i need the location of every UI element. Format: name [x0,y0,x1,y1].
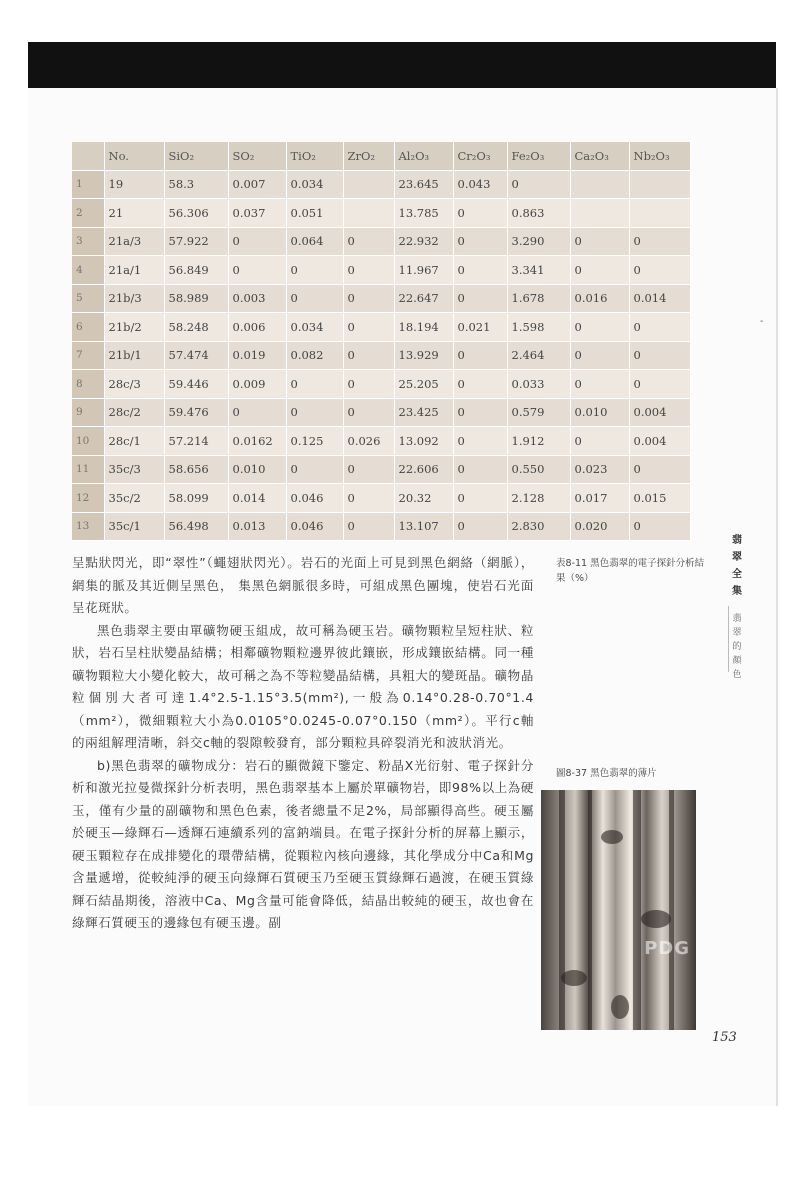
sidebar-chapter-title: 翡翠的顏色 [732,614,742,680]
table-cell: 0 [343,256,394,285]
table-row [72,199,690,228]
table-cell: 58.656 [164,455,228,484]
table-cell: 57.922 [164,227,228,256]
table-cell: 0 [343,313,394,342]
table-cell: 21a/1 [104,256,164,285]
table-cell: 0 [453,484,507,513]
table-cell: 28c/2 [104,398,164,427]
table-cell: 13.092 [394,427,453,456]
sidebar-book-title: 翡翠全集 [732,535,742,597]
table-cell: 0.082 [286,341,343,370]
figure-caption: 圖8-37 黑色翡翠的薄片 [556,768,657,779]
table-cell: 22.606 [394,455,453,484]
table-cell: 0.034 [286,313,343,342]
table-row [72,170,690,199]
row-index-cell: 10 [72,427,104,456]
table-cell: 58.989 [164,284,228,313]
table-cell [343,170,394,199]
table-cell: 0 [343,484,394,513]
table-cell: 0.015 [629,484,690,513]
table-cell: 0.0162 [228,427,286,456]
table-cell: 0.037 [228,199,286,228]
paragraph-1: 呈點狀閃光，即“翠性”（蠅翅狀閃光）。岩石的光面上可見到黑色網絡（網脈），網集的脈及其近側呈黑色， 集黑色網脈很多時，可組成黑色團塊，使岩石光面呈花斑狀。 [72,555,534,615]
table-cell: 2.830 [507,512,570,541]
table-cell: 0 [343,455,394,484]
table-cell [629,199,690,228]
table-cell: 0 [629,341,690,370]
row-index-cell: 12 [72,484,104,513]
table-cell: 13.785 [394,199,453,228]
table-cell: 0 [629,227,690,256]
scan-top-edge [28,42,776,88]
table-cell: 28c/3 [104,370,164,399]
row-index-cell: 13 [72,512,104,541]
table-cell: 0.021 [453,313,507,342]
table-cell: 1.912 [507,427,570,456]
table-cell: 0 [507,170,570,199]
table-cell: 0 [453,427,507,456]
table-cell: 0 [286,284,343,313]
table-row [72,398,690,427]
table-cell: 0 [453,227,507,256]
table-cell: 56.498 [164,512,228,541]
table-cell: 0 [570,427,629,456]
table-row [72,427,690,456]
table-cell: 0.016 [570,284,629,313]
table-cell: 0.013 [228,512,286,541]
table-cell: 57.474 [164,341,228,370]
table-cell: 0 [286,455,343,484]
table-cell: 0 [343,284,394,313]
header-cell: ZrO₂ [343,142,394,170]
header-cell: SO₂ [228,142,286,170]
table-cell: 23.645 [394,170,453,199]
table-cell: 21b/1 [104,341,164,370]
page-number: 153 [712,1030,737,1045]
table-cell: 0.863 [507,199,570,228]
table-cell: 20.32 [394,484,453,513]
table-cell: 0.023 [570,455,629,484]
table-cell: 0.007 [228,170,286,199]
table-cell: 22.647 [394,284,453,313]
row-index-cell: 7 [72,341,104,370]
table-cell: 0 [629,512,690,541]
table-cell: 2.464 [507,341,570,370]
watermark: PDG [644,938,690,959]
table-cell: 0.003 [228,284,286,313]
table-cell: 0 [343,398,394,427]
table-cell: 0.004 [629,398,690,427]
table-row [72,256,690,285]
table-cell: 59.476 [164,398,228,427]
table-caption: 表8-11 黑色翡翠的電子探針分析結果（%） [556,558,705,584]
table-cell: 2.128 [507,484,570,513]
table-cell: 0.579 [507,398,570,427]
table-cell: 0.043 [453,170,507,199]
header-cell-index [72,142,104,170]
table-cell: 18.194 [394,313,453,342]
table-cell: 0.017 [570,484,629,513]
table-row [72,484,690,513]
table-cell: 1.678 [507,284,570,313]
row-index-cell: 4 [72,256,104,285]
table-cell: 0.125 [286,427,343,456]
table-cell: 13.107 [394,512,453,541]
paragraph-2: 黑色翡翠主要由單礦物硬玉組成，故可稱為硬玉岩。礦物顆粒呈短柱狀、粒狀，岩石呈柱狀變晶結構；相鄰礦物顆粒邊界彼此鑲嵌，形成鑲嵌結構。同一種礦物顆粒大小變化較大，故可稱之為不等粒變晶結構，具粗大的變斑晶。礦物晶粒個別大者可達1.4°2.5-1.15°3.5(mm²),一般為0.14°0.28-0.70°1.4（mm²），微細顆粒大小為0.0105°0.0245-0.07°0.150（mm²）。平行c軸的兩組解理清晰，斜交c軸的裂隙較發育，部分顆粒具碎裂消光和波狀消光。 [72,622,534,750]
table-cell: 0.014 [228,484,286,513]
table-row [72,341,690,370]
analysis-table [72,142,691,541]
table-cell: 0 [228,227,286,256]
table-cell: 0.046 [286,512,343,541]
row-index-cell: 5 [72,284,104,313]
table-cell: 0 [343,341,394,370]
header-cell: Al₂O₃ [394,142,453,170]
table-cell: 0 [286,370,343,399]
table-cell: 0 [228,256,286,285]
table-cell: 0 [343,512,394,541]
table-cell: 35c/2 [104,484,164,513]
table-cell: 0 [453,256,507,285]
header-cell: Nb₂O₃ [629,142,690,170]
table-cell: 0.550 [507,455,570,484]
table-cell: 0.009 [228,370,286,399]
margin-mark: - [760,316,764,327]
row-index-cell: 8 [72,370,104,399]
table-cell: 0.019 [228,341,286,370]
table-cell: 0.051 [286,199,343,228]
header-cell: SiO₂ [164,142,228,170]
table-cell: 0 [570,341,629,370]
table-cell: 35c/1 [104,512,164,541]
table-cell: 0 [570,370,629,399]
table-cell: 0.020 [570,512,629,541]
table-cell [570,170,629,199]
table-cell: 0.026 [343,427,394,456]
header-cell: Cr₂O₃ [453,142,507,170]
header-cell: Ca₂O₃ [570,142,629,170]
table-cell: 0.034 [286,170,343,199]
table-cell: 0 [570,256,629,285]
table-cell: 0.004 [629,427,690,456]
table-cell: 0.010 [228,455,286,484]
table-cell: 0 [453,370,507,399]
table-cell: 21b/2 [104,313,164,342]
thin-section-photo [541,790,696,1030]
table-cell: 56.306 [164,199,228,228]
table-cell: 0 [453,199,507,228]
table-cell: 0 [629,256,690,285]
table-cell: 0.064 [286,227,343,256]
table-cell: 1.598 [507,313,570,342]
header-cell: No. [104,142,164,170]
row-index-cell: 9 [72,398,104,427]
table-cell: 0.010 [570,398,629,427]
table-cell: 0 [629,455,690,484]
row-index-cell: 3 [72,227,104,256]
table-cell: 58.248 [164,313,228,342]
table-cell: 28c/1 [104,427,164,456]
body-text [72,552,534,935]
table-cell: 21 [104,199,164,228]
table-cell: 58.099 [164,484,228,513]
table-cell: 3.290 [507,227,570,256]
table-cell: 23.425 [394,398,453,427]
table-cell: 0 [453,455,507,484]
table-cell: 0 [629,313,690,342]
header-cell: TiO₂ [286,142,343,170]
table-cell: 21a/3 [104,227,164,256]
table-cell: 11.967 [394,256,453,285]
table-row [72,227,690,256]
table-cell: 0 [228,398,286,427]
paragraph-3: b)黑色翡翠的礦物成分：岩石的顯微鏡下鑒定、粉晶X光衍射、電子探針分析和激光拉曼微探針分析表明，黑色翡翠基本上屬於單礦物岩，即98%以上為硬玉，僅有少量的副礦物和黑色色素，後者總量不足2%，局部顯得高些。硬玉屬於硬玉—綠輝石—透輝石連續系列的富鈉端員。在電子探針分析的屏幕上顯示，硬玉顆粒存在成排變化的環帶結構，從顆粒內核向邊緣，其化學成分中Ca和Mg含量遞增，從較純淨的硬玉向綠輝石質硬玉乃至硬玉質綠輝石過渡，在硬玉質綠輝石結晶期後，溶液中Ca、Mg含量可能會降低，結晶出較純的硬玉，故也會在綠輝石質硬玉的邊緣包有硬玉邊。副 [72,757,534,930]
table-row [72,512,690,541]
sidebar-divider [728,606,729,672]
table-cell: 0.006 [228,313,286,342]
table-row [72,313,690,342]
table-cell: 25.205 [394,370,453,399]
table-cell: 0 [570,313,629,342]
table-header-row [72,142,690,170]
table-cell: 0 [570,227,629,256]
table-cell: 22.932 [394,227,453,256]
header-cell: Fe₂O₃ [507,142,570,170]
table-cell: 0.014 [629,284,690,313]
table-row [72,455,690,484]
table-cell: 57.214 [164,427,228,456]
table-cell: 35c/3 [104,455,164,484]
table-cell: 59.446 [164,370,228,399]
table-cell [570,199,629,228]
row-index-cell: 1 [72,170,104,199]
table-cell: 0 [286,398,343,427]
row-index-cell: 6 [72,313,104,342]
table-cell: 21b/3 [104,284,164,313]
table-cell: 0 [453,341,507,370]
table-cell: 0 [453,398,507,427]
row-index-cell: 11 [72,455,104,484]
table-cell: 13.929 [394,341,453,370]
table-cell: 0 [453,512,507,541]
table-row [72,370,690,399]
table-cell: 3.341 [507,256,570,285]
table-cell: 56.849 [164,256,228,285]
table-cell: 0 [629,370,690,399]
table-row [72,284,690,313]
table-cell: 0 [343,227,394,256]
table-cell [629,170,690,199]
table-cell: 0 [453,284,507,313]
row-index-cell: 2 [72,199,104,228]
table-cell: 0 [343,370,394,399]
table-cell: 0 [286,256,343,285]
table-cell: 58.3 [164,170,228,199]
table-cell [343,199,394,228]
table-cell: 19 [104,170,164,199]
table-cell: 0.033 [507,370,570,399]
table-cell: 0.046 [286,484,343,513]
